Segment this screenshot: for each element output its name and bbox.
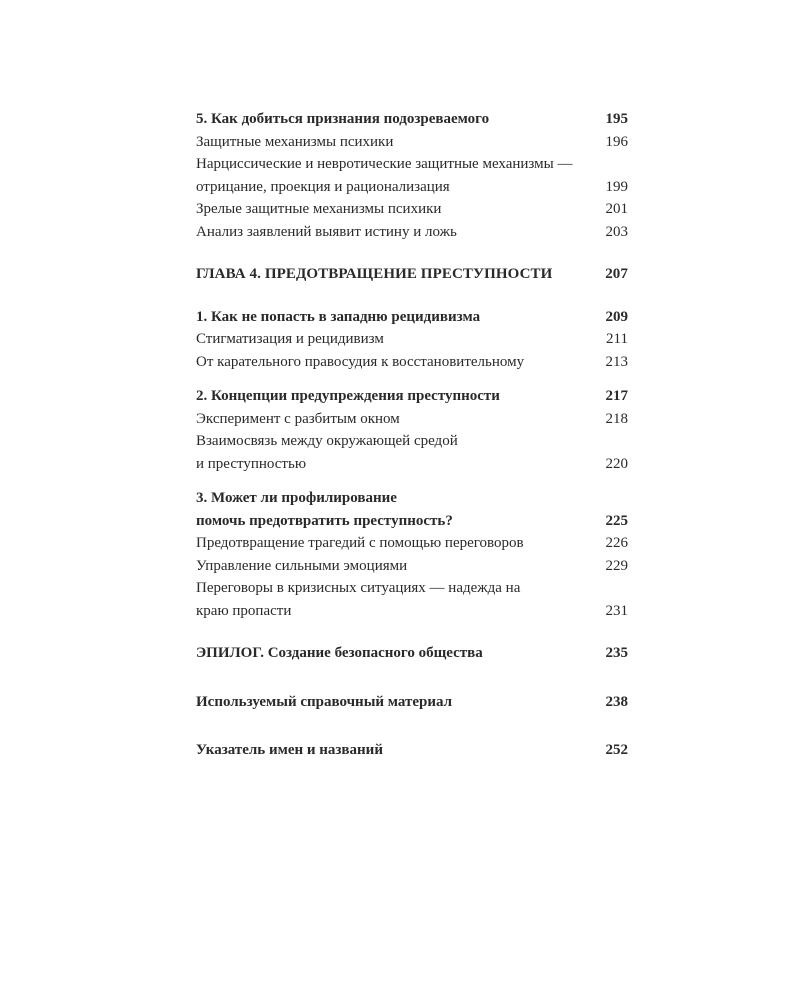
toc-entry xyxy=(196,577,628,622)
toc-section-heading xyxy=(196,487,628,532)
toc-page-number: 209 xyxy=(605,308,628,325)
toc-entry-title: Указатель имен и названий xyxy=(196,742,383,758)
toc-references xyxy=(196,691,628,714)
toc-page-number: 195 xyxy=(605,111,628,127)
toc-page-number: 203 xyxy=(605,223,628,240)
toc-entry-line: 3. Может ли профилирование xyxy=(196,490,397,506)
toc-entry xyxy=(196,430,628,475)
toc-page-number: 196 xyxy=(605,133,628,150)
toc-page-number: 226 xyxy=(605,535,628,551)
toc-entry-title: ГЛАВА 4. ПРЕДОТВРАЩЕНИЕ ПРЕСТУПНОСТИ xyxy=(196,266,553,282)
toc-page-number: 207 xyxy=(605,266,628,282)
toc-entry-title: 2. Концепции предупреждения преступности xyxy=(196,388,500,404)
toc-page-number: 231 xyxy=(605,602,628,619)
toc-entry-line: Переговоры в кризисных ситуациях — надежда на xyxy=(196,580,521,596)
toc-entry-title: Стигматизация и рецидивизм xyxy=(196,331,384,347)
toc-entry xyxy=(196,408,628,431)
spacer xyxy=(196,373,628,385)
toc-page-number: 229 xyxy=(605,557,628,574)
toc-page-number: 235 xyxy=(605,645,628,661)
toc-entry-title: Защитные механизмы психики xyxy=(196,133,394,150)
toc-epilogue xyxy=(196,642,628,665)
toc-section-heading xyxy=(196,108,628,131)
spacer xyxy=(196,286,628,306)
toc-entry-title: Зрелые защитные механизмы психики xyxy=(196,201,442,217)
toc-entry-line: Нарциссические и невротические защитные механизмы — xyxy=(196,156,573,172)
toc-entry-line: краю пропасти xyxy=(196,602,292,619)
toc-entry-title xyxy=(196,153,600,198)
toc-entry-line: Взаимосвязь между окружающей средой xyxy=(196,433,458,449)
toc-page-number: 217 xyxy=(605,388,628,404)
toc-page-number: 225 xyxy=(605,512,628,529)
toc-page-number: 211 xyxy=(606,331,628,347)
toc-entry-title: 5. Как добиться признания подозреваемого xyxy=(196,111,490,127)
toc-entry-line: помочь предотвратить преступность? xyxy=(196,512,453,529)
toc-entry-title xyxy=(196,577,600,622)
table-of-contents xyxy=(196,108,628,762)
toc-page-number: 220 xyxy=(605,455,628,472)
toc-entry xyxy=(196,532,628,555)
toc-entry-title: Управление сильными эмоциями xyxy=(196,557,408,574)
toc-section-heading xyxy=(196,306,628,329)
spacer xyxy=(196,665,628,691)
toc-entry-title: 1. Как не попасть в западню рецидивизма xyxy=(196,308,481,325)
toc-entry xyxy=(196,328,628,351)
toc-page-number: 238 xyxy=(605,693,628,710)
toc-entry-title: От карательного правосудия к восстановительному xyxy=(196,353,525,370)
toc-entry xyxy=(196,221,628,244)
toc-page-number: 252 xyxy=(605,742,628,758)
spacer xyxy=(196,713,628,739)
spacer xyxy=(196,475,628,487)
toc-page-number: 218 xyxy=(605,410,628,427)
toc-entry-line: отрицание, проекция и рационализация xyxy=(196,178,450,195)
spacer xyxy=(196,243,628,263)
toc-page-number: 201 xyxy=(605,201,628,217)
toc-page-number: 213 xyxy=(605,353,628,370)
toc-page-number: 199 xyxy=(605,178,628,195)
toc-section-heading xyxy=(196,385,628,408)
toc-entry-title: Эксперимент с разбитым окном xyxy=(196,410,400,427)
toc-entry xyxy=(196,153,628,198)
toc-entry xyxy=(196,198,628,221)
toc-entry-title: Предотвращение трагедий с помощью переговоров xyxy=(196,535,524,551)
toc-entry xyxy=(196,131,628,154)
toc-entry-title xyxy=(196,430,600,475)
toc-chapter-heading xyxy=(196,263,628,286)
toc-index xyxy=(196,739,628,762)
toc-entry xyxy=(196,351,628,374)
toc-entry xyxy=(196,555,628,578)
toc-entry-title xyxy=(196,487,600,532)
toc-entry-title: Используемый справочный материал xyxy=(196,693,453,710)
toc-entry-title: Анализ заявлений выявит истину и ложь xyxy=(196,223,457,240)
toc-entry-line: и преступностью xyxy=(196,455,307,472)
spacer xyxy=(196,622,628,642)
toc-entry-title: ЭПИЛОГ. Создание безопасного общества xyxy=(196,645,483,661)
